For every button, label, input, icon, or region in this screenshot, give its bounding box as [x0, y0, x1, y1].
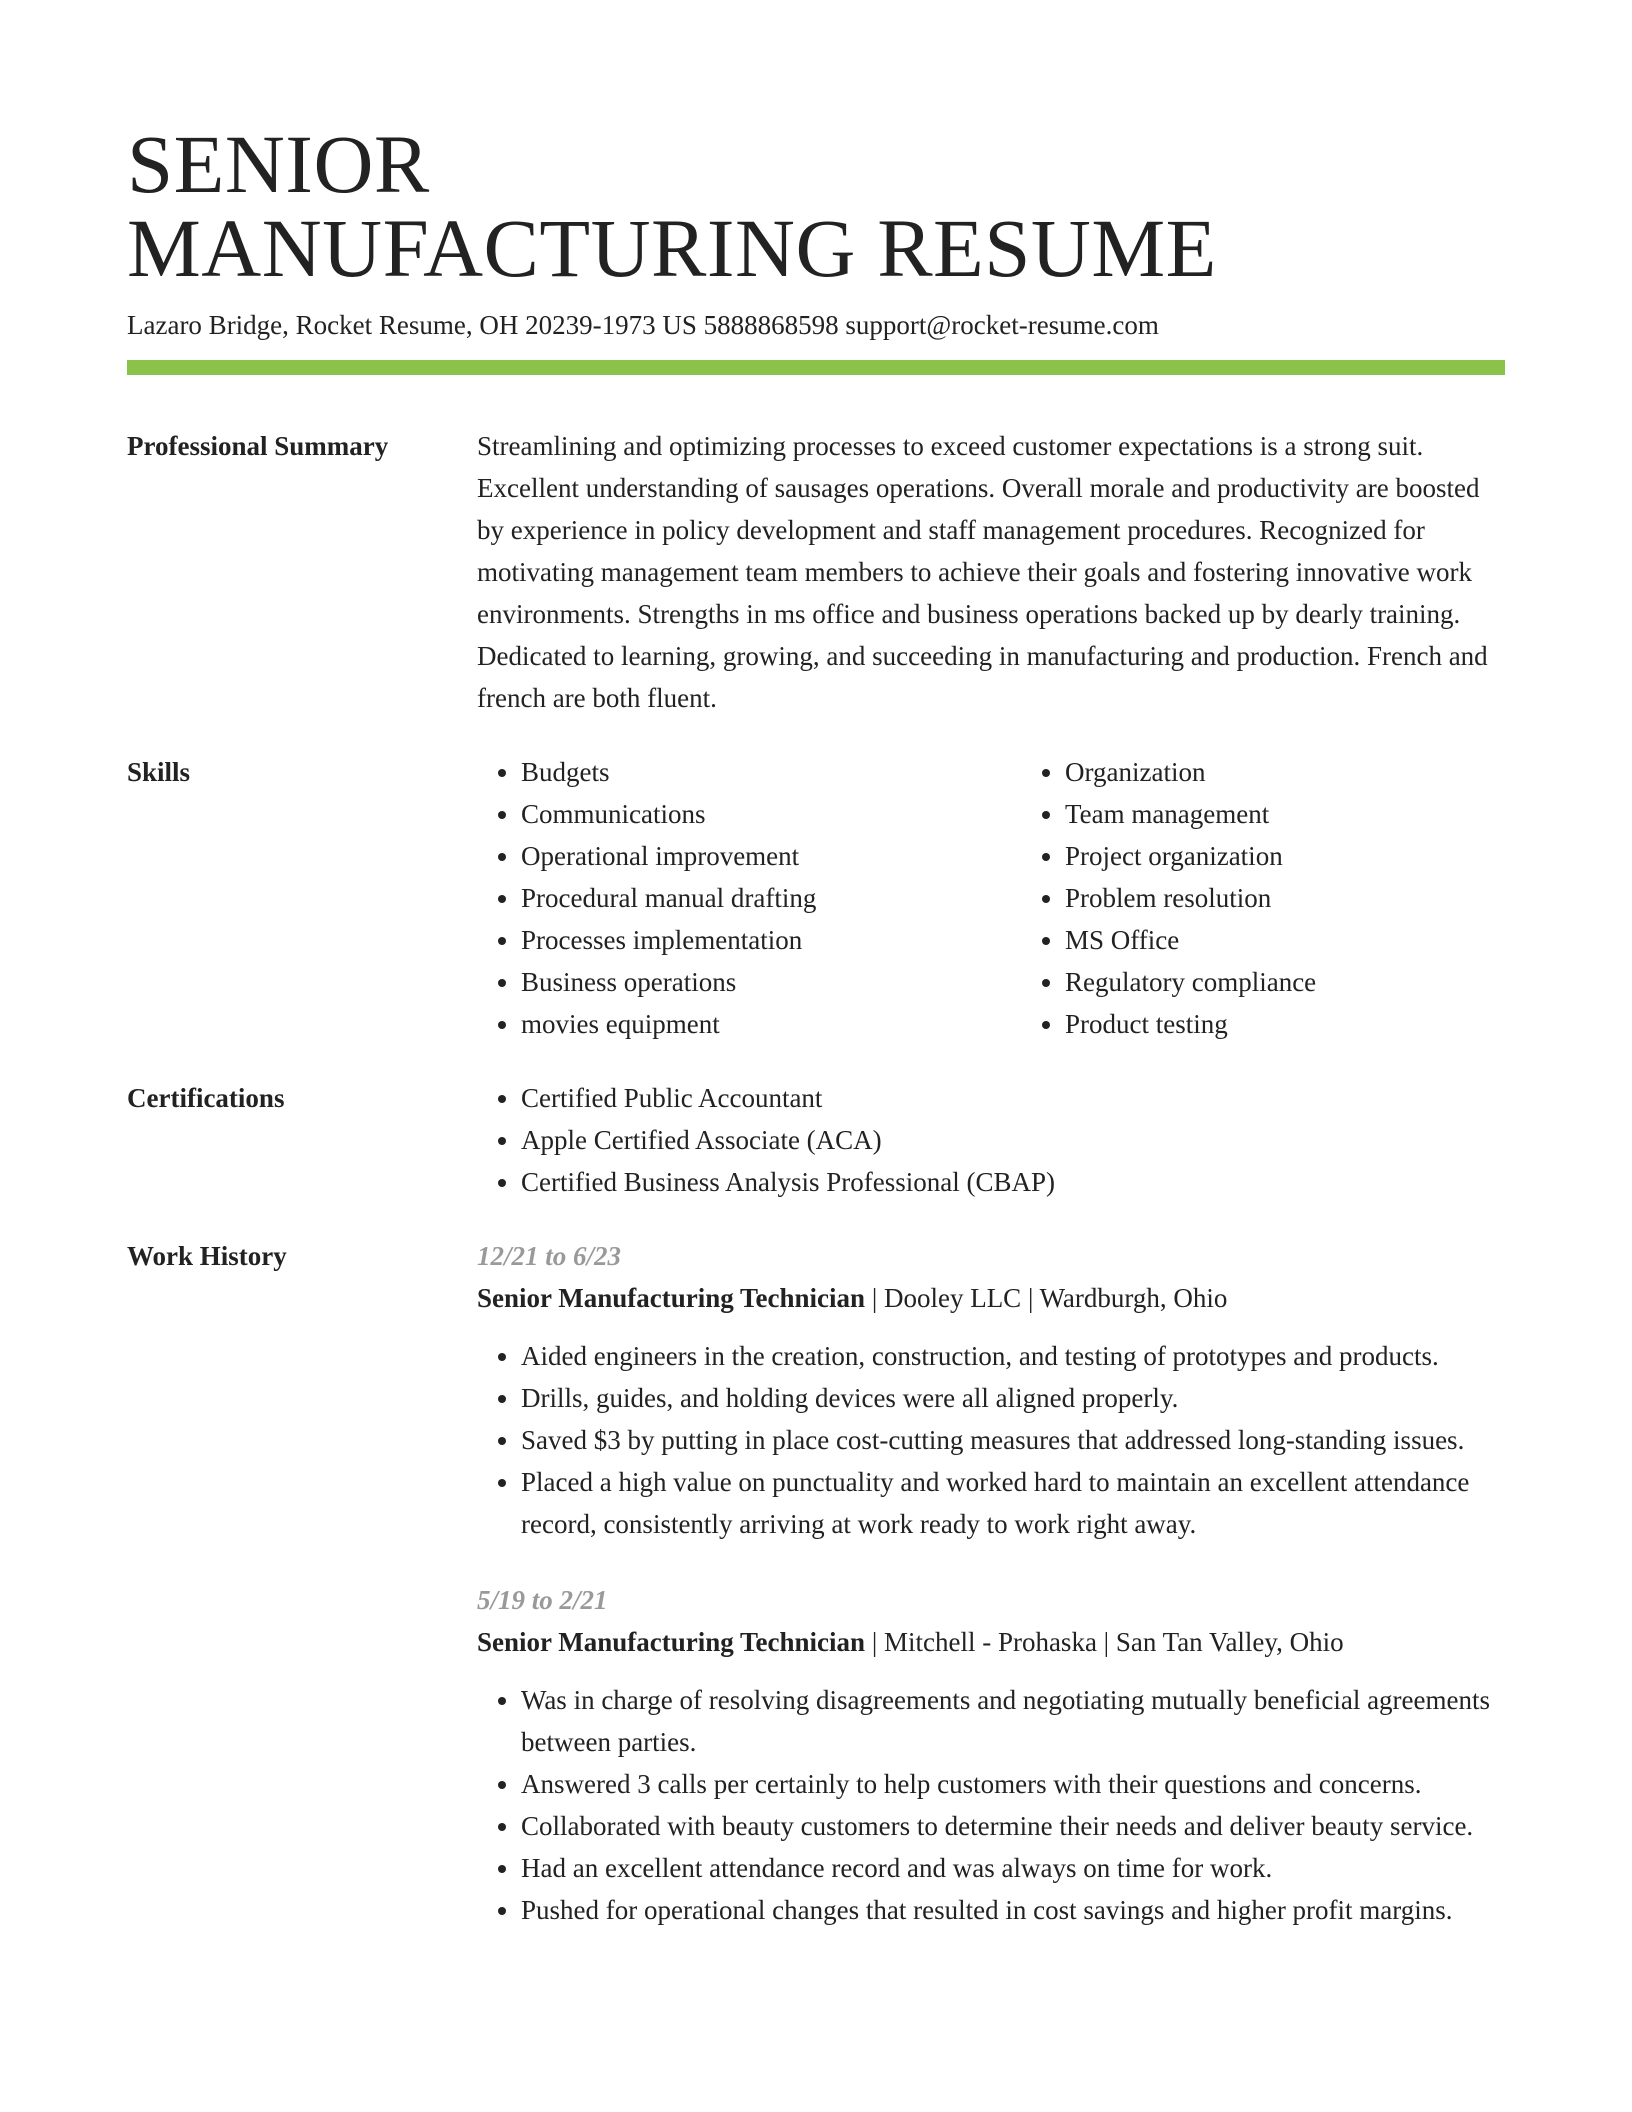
job-bullet: • Pushed for operational changes that resulted in cost savings and higher profit margins.: [521, 1889, 1505, 1931]
skill-item: • Project organization: [1065, 835, 1565, 877]
skill-item: • Regulatory compliance: [1065, 961, 1565, 1003]
section-label-skills: Skills: [127, 757, 191, 787]
job-entry: [477, 1579, 1505, 1931]
certifications-list: [477, 1077, 1505, 1203]
work-history-content: [477, 1235, 1505, 1931]
section-label-summary: Professional Summary: [127, 431, 389, 461]
skill-item: • Communications: [521, 793, 1021, 835]
job-bullet: • Answered 3 calls per certainly to help customers with their questions and concerns.: [521, 1763, 1505, 1805]
job-title: Senior Manufacturing Technician: [477, 1283, 866, 1313]
skills-columns: [477, 751, 1565, 1045]
title-line-2: MANUFACTURING RESUME: [127, 202, 1217, 294]
skill-item: • Business operations: [521, 961, 1021, 1003]
job-title: Senior Manufacturing Technician: [477, 1627, 866, 1657]
skill-item: • Procedural manual drafting: [521, 877, 1021, 919]
skill-item: • Problem resolution: [1065, 877, 1565, 919]
accent-divider: [127, 360, 1505, 375]
skills-section: [127, 751, 1505, 1045]
section-label-work-history: Work History: [127, 1241, 287, 1271]
skill-item: • Processes implementation: [521, 919, 1021, 961]
professional-summary-section: [127, 425, 1505, 719]
title-line-1: SENIOR: [127, 118, 430, 210]
certification-item: • Apple Certified Associate (ACA): [521, 1119, 1505, 1161]
job-dates: 5/19 to 2/21: [477, 1585, 608, 1615]
job-entry: [477, 1235, 1505, 1545]
section-label-certifications: Certifications: [127, 1083, 285, 1113]
skill-item: • Budgets: [521, 751, 1021, 793]
skills-list-right: [1021, 751, 1565, 1045]
job-bullets: [477, 1335, 1505, 1545]
certifications-content: [477, 1077, 1505, 1203]
job-heading: [477, 1621, 1505, 1663]
summary-text: Streamlining and optimizing processes to exceed customer expectations is a strong suit. Excellent understanding of sausages operations. Overall morale and productivity are boosted by experience in policy development and staff management procedures. Recognized for motivating management team members to achieve their goals and fostering innovative work environments. Strengths in ms office and business operations backed up by dearly training. Dedicated to learning, growing, and succeeding in manufacturing and production. French and french are both fluent.: [477, 431, 1488, 713]
certification-item: • Certified Public Accountant: [521, 1077, 1505, 1119]
job-bullet: • Had an excellent attendance record and was always on time for work.: [521, 1847, 1505, 1889]
skills-list-left: [477, 751, 1021, 1045]
contact-info: Lazaro Bridge, Rocket Resume, OH 20239-1973 US 5888868598 support@rocket-resume.com: [127, 310, 1159, 340]
skill-item: • movies equipment: [521, 1003, 1021, 1045]
skill-item: • Team management: [1065, 793, 1565, 835]
job-details: | Mitchell - Prohaska | San Tan Valley, Ohio: [865, 1627, 1344, 1657]
certification-item: • Certified Business Analysis Professional (CBAP): [521, 1161, 1505, 1203]
skill-item: • MS Office: [1065, 919, 1565, 961]
page-title: [127, 118, 1505, 294]
certifications-section: [127, 1077, 1505, 1203]
skill-item: • Operational improvement: [521, 835, 1021, 877]
job-bullet: • Saved $3 by putting in place cost-cutting measures that addressed long-standing issues.: [521, 1419, 1505, 1461]
job-bullet: • Drills, guides, and holding devices were all aligned properly.: [521, 1377, 1505, 1419]
job-dates: 12/21 to 6/23: [477, 1241, 622, 1271]
job-bullet: • Was in charge of resolving disagreements and negotiating mutually beneficial agreements between parties.: [521, 1679, 1505, 1763]
job-bullets: [477, 1679, 1505, 1931]
skill-item: • Product testing: [1065, 1003, 1565, 1045]
job-bullet: • Collaborated with beauty customers to determine their needs and deliver beauty service.: [521, 1805, 1505, 1847]
skill-item: • Organization: [1065, 751, 1565, 793]
job-heading: [477, 1277, 1505, 1319]
job-bullet: • Placed a high value on punctuality and worked hard to maintain an excellent attendance record, consistently arriving at work ready to work right away.: [521, 1461, 1505, 1545]
work-history-section: [127, 1235, 1505, 1931]
job-details: | Dooley LLC | Wardburgh, Ohio: [865, 1283, 1228, 1313]
job-bullet: • Aided engineers in the creation, construction, and testing of prototypes and products.: [521, 1335, 1505, 1377]
